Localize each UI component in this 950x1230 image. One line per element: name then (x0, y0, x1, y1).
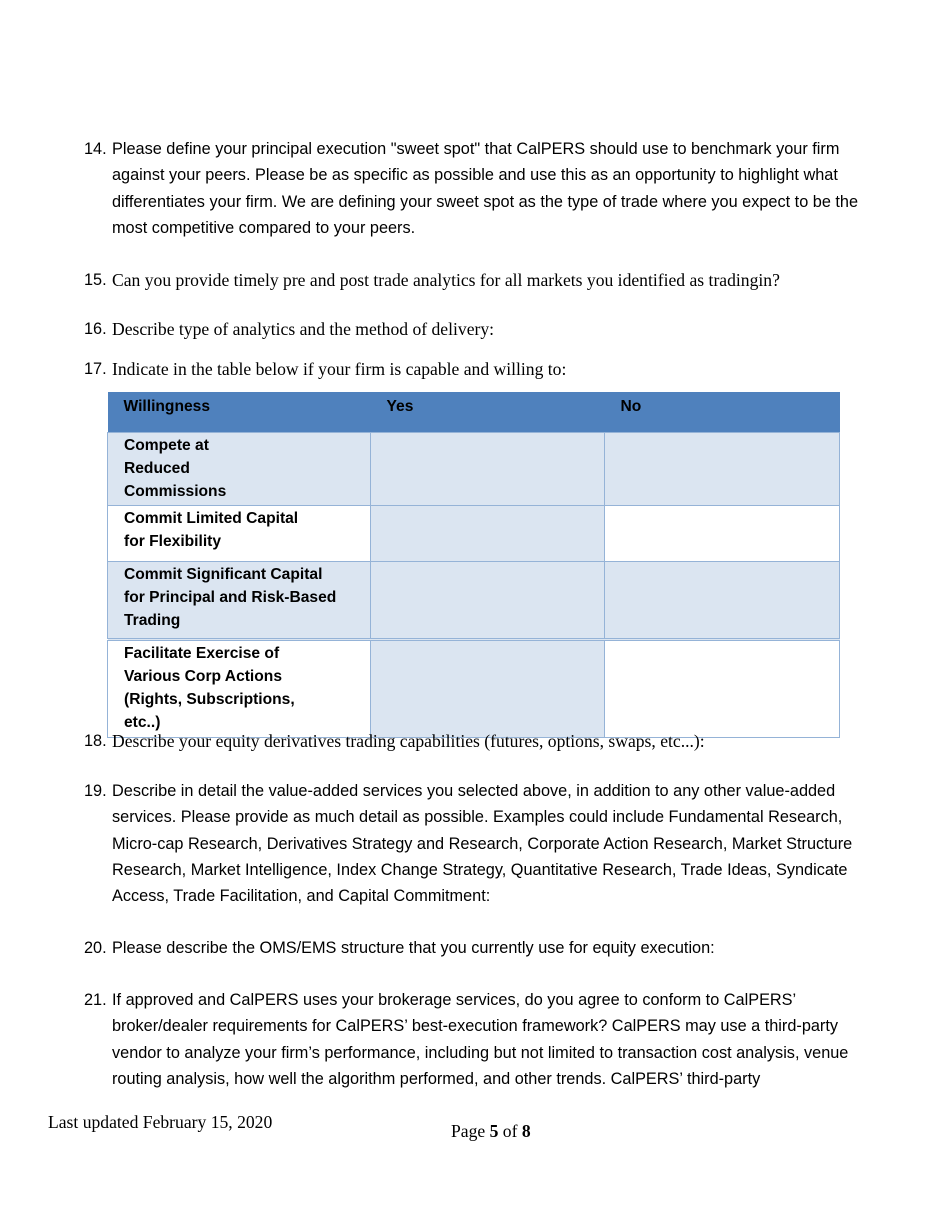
question-17 (84, 356, 884, 382)
page-of: of (498, 1121, 522, 1141)
question-16 (84, 316, 884, 342)
header-willingness: Willingness (108, 392, 371, 433)
question-number: 15. (84, 271, 107, 289)
page-total: 8 (521, 1121, 531, 1141)
yes-cell[interactable] (371, 562, 605, 640)
header-yes: Yes (371, 392, 605, 433)
question-number: 21. (84, 991, 107, 1009)
question-number: 18. (84, 732, 107, 750)
question-21 (84, 987, 884, 1092)
question-18 (84, 728, 884, 754)
no-cell[interactable] (605, 506, 840, 562)
question-text: Describe in detail the value-added services you selected above, in addition to any other value-added services. Please provide as much detail as possible. Examples could include Fundamental Research, Micro-cap Research, Derivatives Strategy and Research, Corporate Action Research, Market Structure Research, Market Intelligence, Index Change Strategy, Quantitative Research, Trade Ideas, Syndicate Access, Trade Facilitation, and Capital Commitment: (112, 782, 853, 906)
row-label: Commit Significant Capital for Principal and Risk-Based Trading (108, 562, 371, 640)
question-14 (84, 136, 884, 241)
row-label: Compete at Reduced Commissions (108, 433, 371, 506)
question-text: Describe your equity derivatives trading capabilities (futures, options, swaps, etc...): (112, 731, 705, 751)
yes-cell[interactable] (371, 640, 605, 737)
question-text: If approved and CalPERS uses your brokerage services, do you agree to conform to CalPERS’ broker/dealer requirements for CalPERS’ best-execution framework? CalPERS may use a third-party vendor to analyze your firm’s performance, including but not limited to transaction cost analysis, venue routing analysis, how well the algorithm performed, and other trends. CalPERS’ third-party (112, 991, 849, 1088)
question-19 (84, 778, 884, 909)
question-20 (84, 935, 884, 961)
row-label: Facilitate Exercise of Various Corp Actions (Rights, Subscriptions, etc..) (108, 640, 371, 737)
table-row (108, 640, 840, 737)
question-number: 16. (84, 320, 107, 338)
yes-cell[interactable] (371, 433, 605, 506)
question-text: Can you provide timely pre and post trade analytics for all markets you identified as tradingin? (112, 270, 780, 290)
question-text: Please describe the OMS/EMS structure that you currently use for equity execution: (112, 939, 715, 957)
page-current: 5 (489, 1121, 499, 1141)
table-header-row (108, 392, 840, 433)
table-row (108, 562, 840, 640)
last-updated: Last updated February 15, 2020 (48, 1112, 273, 1132)
header-no: No (605, 392, 840, 433)
table-row (108, 433, 840, 506)
no-cell[interactable] (605, 562, 840, 640)
question-number: 20. (84, 939, 107, 957)
question-number: 19. (84, 782, 107, 800)
question-text: Please define your principal execution "sweet spot" that CalPERS should use to benchmark your firm against your peers. Please be as specific as possible and use this as an opportunity to highlight what differentiates your firm. We are defining your sweet spot as the type of trade where you expect to be the most competitive compared to your peers. (112, 140, 859, 237)
willingness-table (107, 392, 840, 738)
question-text: Describe type of analytics and the method of delivery: (112, 319, 495, 339)
table-row (108, 506, 840, 562)
question-number: 14. (84, 140, 107, 158)
row-label: Commit Limited Capital for Flexibility (108, 506, 371, 562)
question-number: 17. (84, 360, 107, 378)
page-number (451, 1121, 531, 1142)
page-prefix: Page (451, 1121, 490, 1141)
question-15 (84, 267, 884, 293)
yes-cell[interactable] (371, 506, 605, 562)
no-cell[interactable] (605, 640, 840, 737)
no-cell[interactable] (605, 433, 840, 506)
question-text: Indicate in the table below if your firm is capable and willing to: (112, 359, 567, 379)
